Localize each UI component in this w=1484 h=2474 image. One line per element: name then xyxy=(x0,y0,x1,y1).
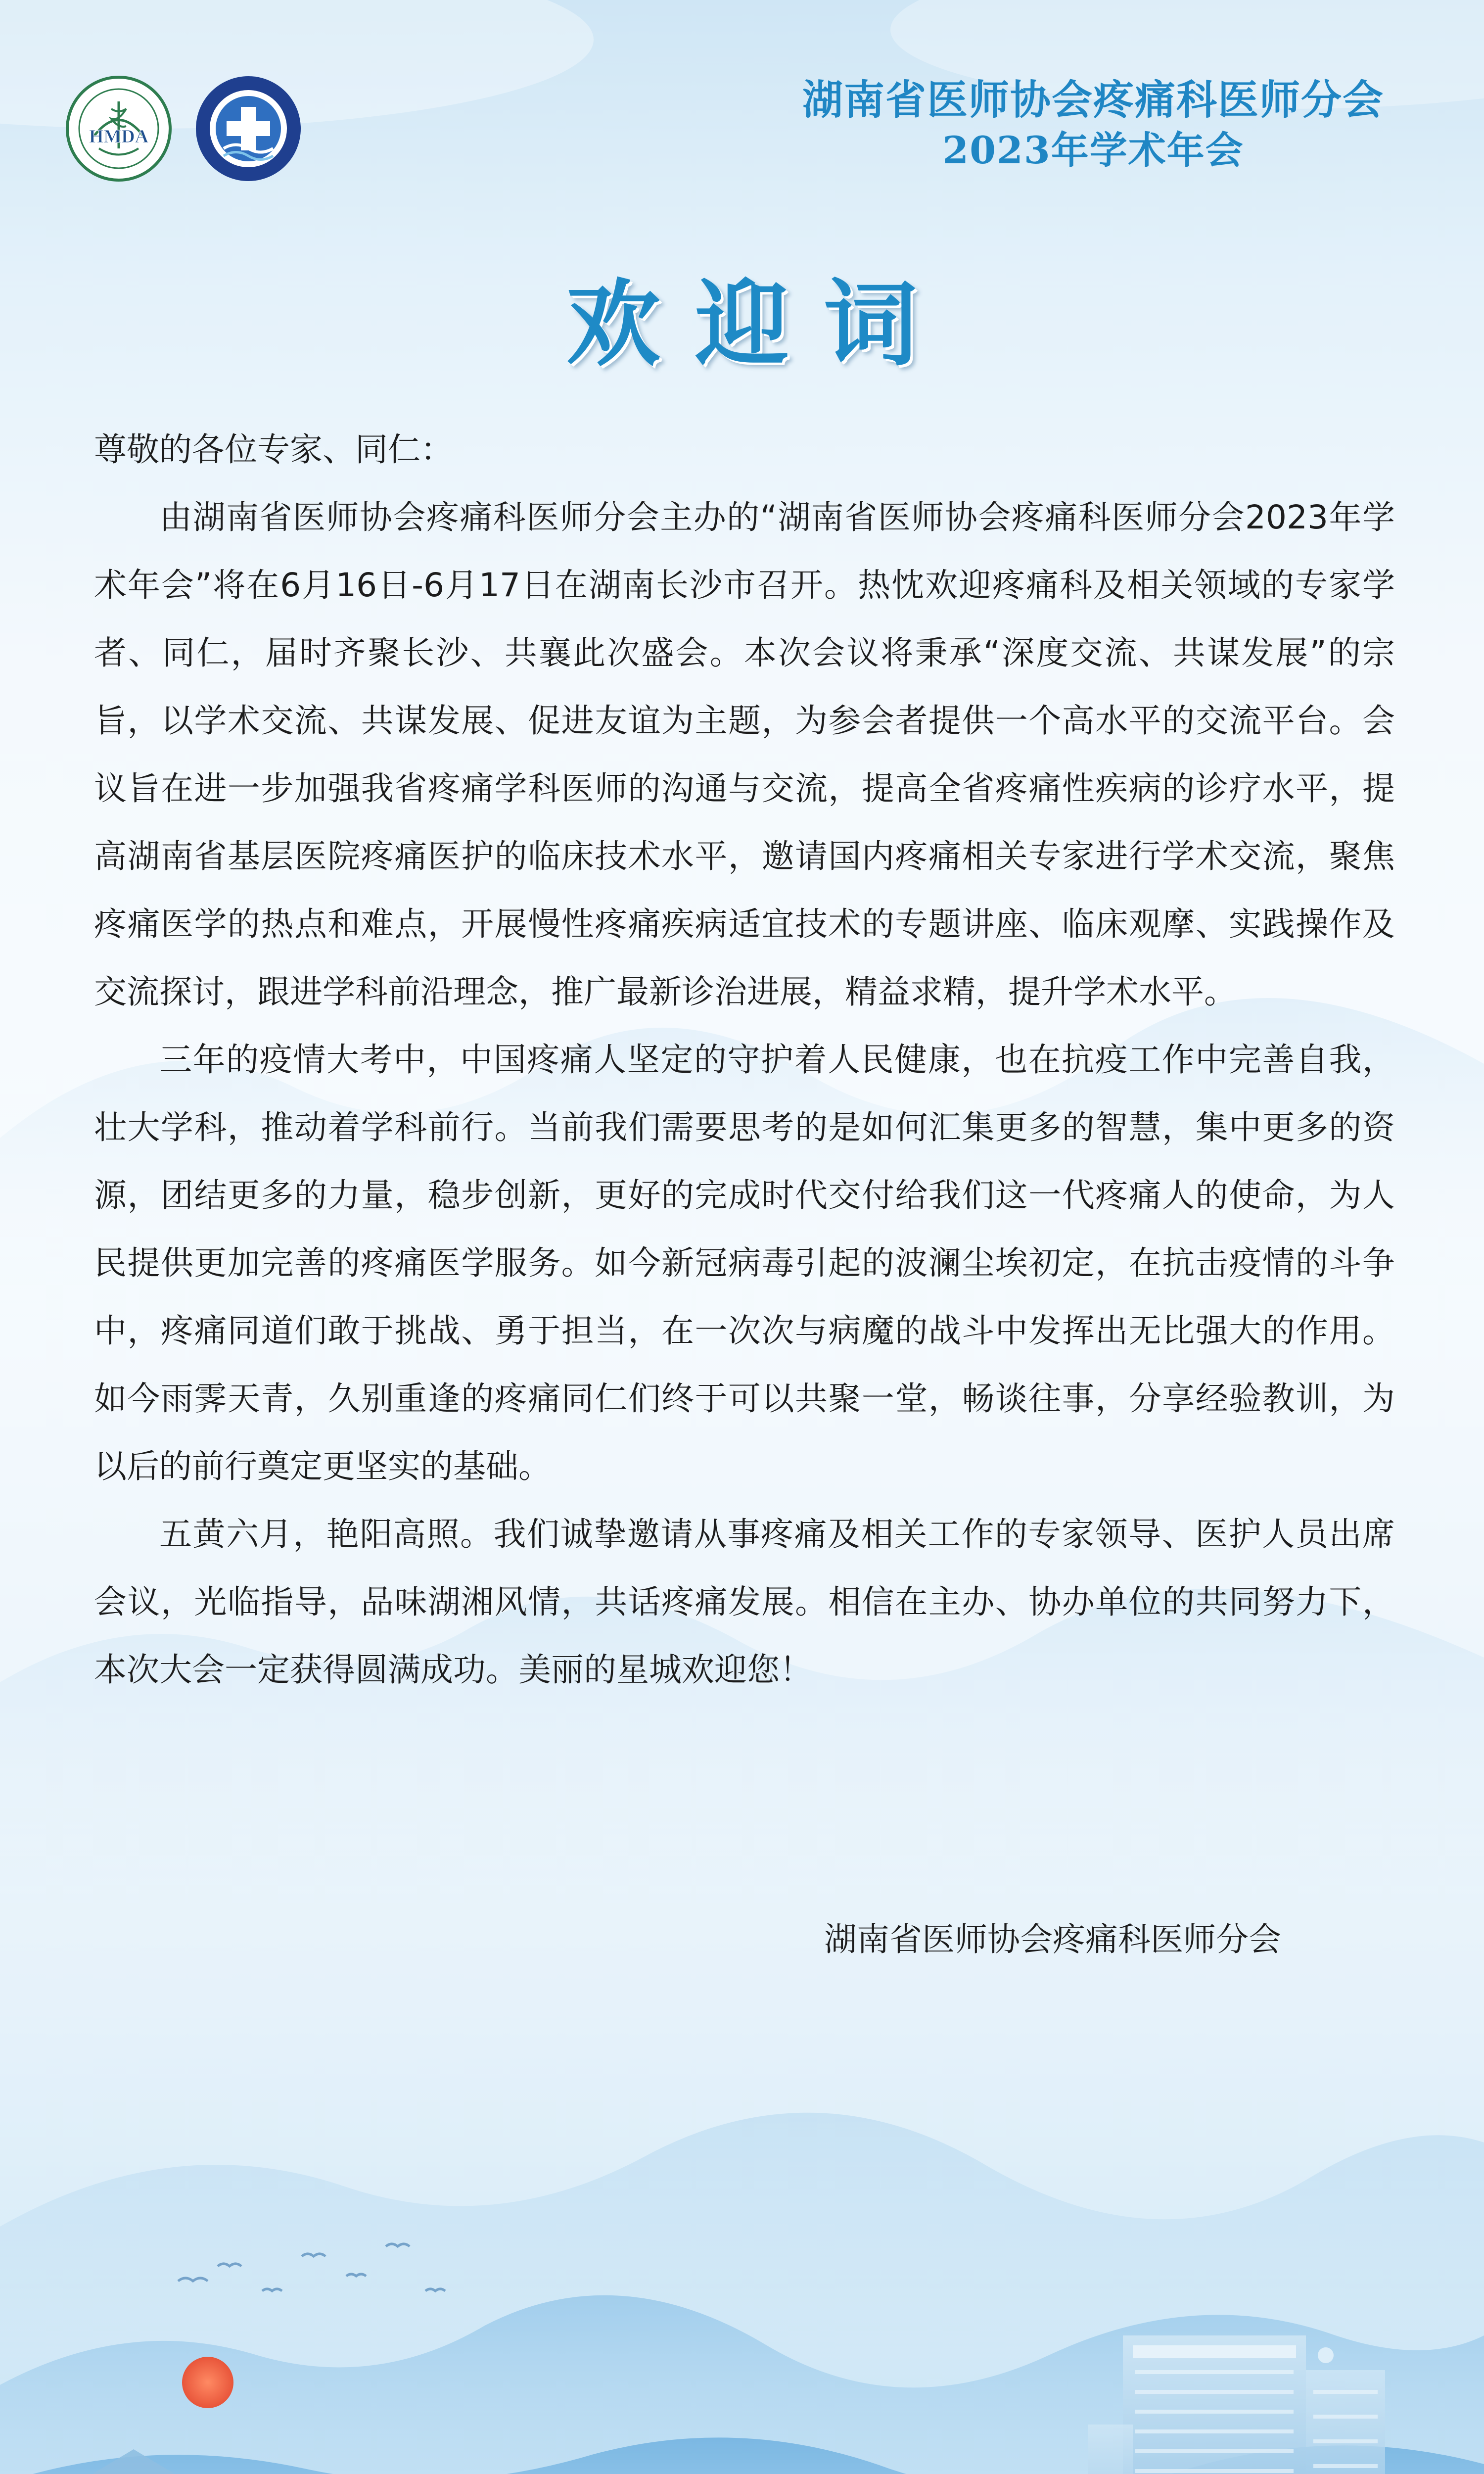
letter-body xyxy=(94,416,1395,1704)
signature: 湖南省医师协会疼痛科医师分会 xyxy=(824,1920,1281,1958)
greeting-line: 尊敬的各位专家、同仁： xyxy=(94,430,453,469)
hospital-emblem-icon xyxy=(194,74,303,183)
conference-header xyxy=(772,74,1415,175)
header-title-line1: 湖南省医师协会疼痛科医师分会 xyxy=(802,76,1384,124)
paragraph-1: 由湖南省医师协会疼痛科医师分会主办的“湖南省医师协会疼痛科医师分会2023年学术年会”将在6月16日-6月17日在湖南长沙市召开。热忱欢迎疼痛科及相关领域的专家学者、同仁，届时齐聚长沙、共襄此次盛会。本次会议将秉承“深度交流、共谋发展”的宗旨，以学术交流、共谋发展、促进友谊为主题，为参会者提供一个高水平的交流平台。会议旨在进一步加强我省疼痛学科医师的沟通与交流，提高全省疼痛性疾病的诊疗水平，提高湖南省基层医院疼痛医护的临床技术水平，邀请国内疼痛相关专家进行学术交流，聚焦疼痛医学的热点和难点，开展慢性疼痛疾病适宜技术的专题讲座、临床观摩、实践操作及交流探讨，跟进学科前沿理念，推广最新诊治进展，精益求精，提升学术水平。 xyxy=(94,498,1395,1011)
hmda-logo-text: HMDA xyxy=(89,126,149,147)
paragraph-2: 三年的疫情大考中，中国疼痛人坚定的守护着人民健康，也在抗疫工作中完善自我，壮大学科，推动着学科前行。当前我们需要思考的是如何汇集更多的智慧，集中更多的资源，团结更多的力量，稳步创新，更好的完成时代交付给我们这一代疼痛人的使命，为人民提供更加完善的疼痛医学服务。如今新冠病毒引起的波澜尘埃初定，在抗击疫情的斗争中，疼痛同道们敢于挑战、勇于担当，在一次次与病魔的战斗中发挥出无比强大的作用。如今雨霁天青，久别重逢的疼痛同仁们终于可以共聚一堂，畅谈往事，分享经验教训，为以后的前行奠定更坚实的基础。 xyxy=(94,1041,1395,1485)
hmda-emblem-icon xyxy=(64,74,173,183)
header-title-line2: 2023年学术年会 xyxy=(942,128,1244,172)
page-title: 欢迎词 xyxy=(566,269,952,379)
paragraph-3: 五黄六月，艳阳高照。我们诚挚邀请从事疼痛及相关工作的专家领导、医护人员出席会议，光临指导，品味湖湘风情，共话疼痛发展。相信在主办、协办单位的共同努力下，本次大会一定获得圆满成功。美丽的星城欢迎您！ xyxy=(94,1515,1395,1689)
